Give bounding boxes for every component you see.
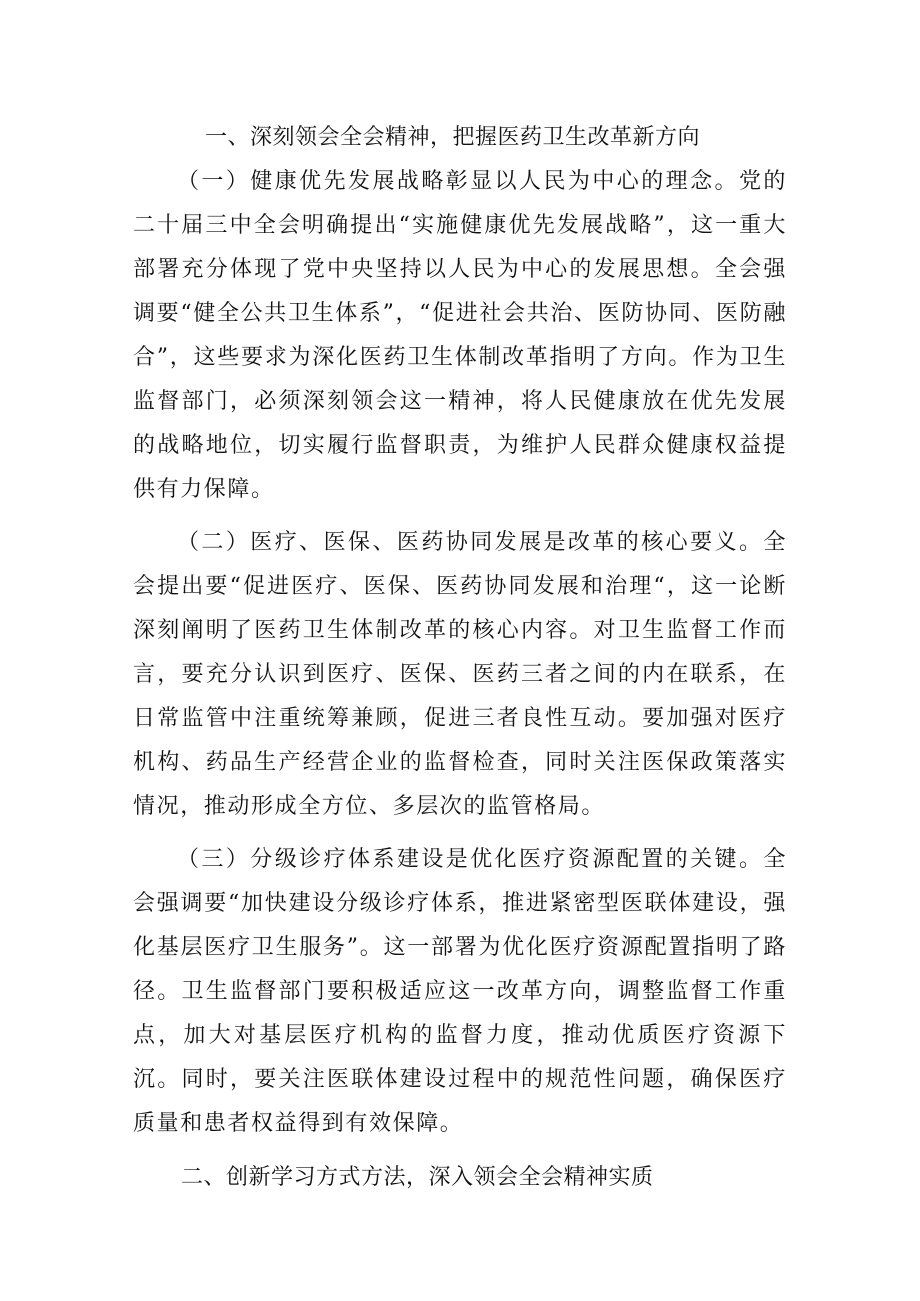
section-heading-2: 二、创新学习方式方法，深入领会全会精神实质 (181, 1165, 654, 1190)
paragraph-2: （二）医疗、医保、医药协同发展是改革的核心要义。全会提出要“促进医疗、医保、医药协同发展和治理“，这一论断深刻阐明了医药卫生体制改革的核心内容。对卫生监督工作而言，要充分认识到医疗、医保、医药三者之间的内在联系，在日常监管中注重统筹兼顾，促进三者良性互动。要加强对医疗机构、药品生产经营企业的监督检查，同时关注医保政策落实情况，推动形成全方位、多层次的监管格局。 (133, 530, 787, 819)
section-heading-1: 一、深刻领会全会精神，把握医药卫生改革新方向 (205, 125, 701, 150)
paragraph-3: （三）分级诊疗体系建设是优化医疗资源配置的关键。全会强调要“加快建设分级诊疗体系，推进紧密型医联体建设，强化基层医疗卫生服务”。这一部署为优化医疗资源配置指明了路径。卫生监督部门要积极适应这一改革方向，调整监督工作重点，加大对基层医疗机构的监督力度，推动优质医疗资源下沉。同时，要关注医联体建设过程中的规范性问题，确保医疗质量和患者权益得到有效保障。 (133, 847, 787, 1136)
paragraph-1: （一）健康优先发展战略彰显以人民为中心的理念。党的二十届三中全会明确提出“实施健康优先发展战略”，这一重大部署充分体现了党中央坚持以人民为中心的发展思想。全会强调要“健全公共卫生体系”，“促进社会共治、医防协同、医防融合”，这些要求为深化医药卫生体制改革指明了方向。作为卫生监督部门，必须深刻领会这一精神，将人民健康放在优先发展的战略地位，切实履行监督职责，为维护人民群众健康权益提供有力保障。 (133, 169, 787, 502)
